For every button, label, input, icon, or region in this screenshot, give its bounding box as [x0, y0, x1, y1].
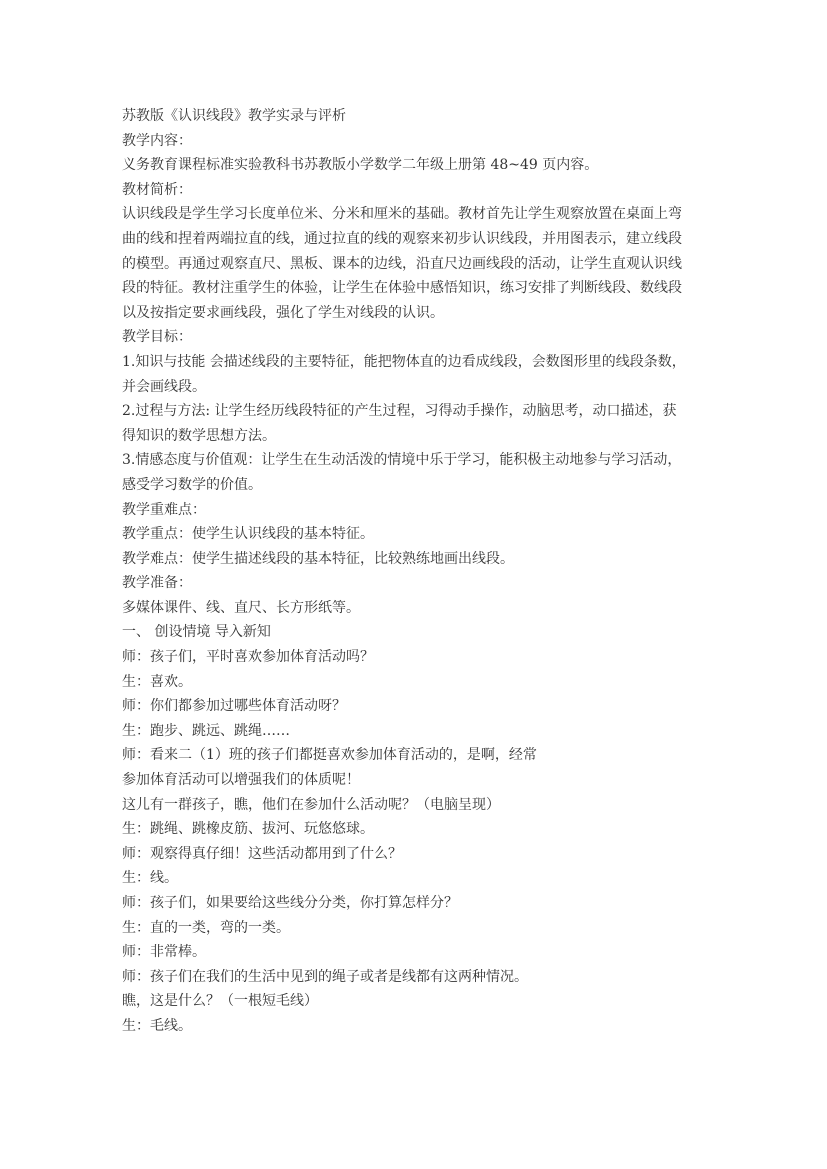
- dialogue-line: 生：毛线。: [122, 1017, 192, 1034]
- section-heading-part-one: 一、 创设情境 导入新知: [122, 624, 271, 641]
- dialogue-line: 参加体育活动可以增强我们的体质呢！: [122, 772, 360, 789]
- dialogue-line: 师：孩子们，平时喜欢参加体育活动吗？: [122, 649, 374, 666]
- dialogue-line: 生：喜欢。: [122, 673, 192, 690]
- analysis-line: 的模型。再通过观察直尺、黑板、课本的边线，沿直尺边画线段的活动，让学生直观认识线: [122, 255, 682, 272]
- goal-line: 并会画线段。: [122, 378, 206, 395]
- document-title: 苏教版《认识线段》教学实录与评析: [122, 108, 346, 124]
- dialogue-line: 生：跑步、跳远、跳绳……: [122, 722, 290, 739]
- keypoint-line: 教学重点：使学生认识线段的基本特征。: [122, 526, 374, 543]
- section-heading-content: 教学内容：: [122, 132, 192, 149]
- goal-line: 2.过程与方法: 让学生经历线段特征的产生过程，习得动手操作，动脑思考，动口描述，获: [122, 403, 677, 420]
- section-heading-preparation: 教学准备：: [122, 575, 192, 592]
- dialogue-line: 生：直的一类，弯的一类。: [122, 919, 290, 936]
- analysis-line: 段的特征。教材注重学生的体验，让学生在体验中感悟知识，练习安排了判断线段、数线段: [122, 280, 682, 297]
- dialogue-line: 师：非常棒。: [122, 944, 206, 961]
- dialogue-line: 师：看来二（1）班的孩子们都挺喜欢参加体育活动的，是啊，经常: [122, 747, 537, 764]
- goal-line: 得知识的数学思想方法。: [122, 427, 276, 444]
- section-heading-analysis: 教材简析：: [122, 181, 192, 198]
- dialogue-line: 师：孩子们，如果要给这些线分分类，你打算怎样分？: [122, 895, 458, 911]
- preparation-line: 多媒体课件、线、直尺、长方形纸等。: [122, 599, 360, 616]
- dialogue-line: 生：跳绳、跳橡皮筋、拔河、玩悠悠球。: [122, 821, 374, 838]
- dialogue-line: 生：线。: [122, 870, 178, 887]
- section-heading-keypoints: 教学重难点：: [122, 501, 206, 518]
- goal-line: 1.知识与技能 会描述线段的主要特征，能把物体直的边看成线段，会数图形里的线段条数，: [122, 353, 686, 370]
- dialogue-line: 师：观察得真仔细！这些活动都用到了什么？: [122, 845, 402, 862]
- keypoint-line: 教学难点：使学生描述线段的基本特征，比较熟练地画出线段。: [122, 550, 514, 567]
- section-heading-goals: 教学目标：: [122, 329, 192, 346]
- dialogue-line: 这儿有一群孩子，瞧，他们在参加什么活动呢？（电脑呈现）: [122, 796, 500, 813]
- analysis-line: 以及按指定要求画线段，强化了学生对线段的认识。: [122, 304, 444, 321]
- analysis-line: 认识线段是学生学习长度单位米、分米和厘米的基础。教材首先让学生观察放置在桌面上弯: [122, 206, 682, 223]
- dialogue-line: 师：你们都参加过哪些体育活动呀？: [122, 698, 346, 715]
- goal-line: 3.情感态度与价值观：让学生在生动活泼的情境中乐于学习，能积极主动地参与学习活动，: [122, 452, 682, 469]
- analysis-line: 曲的线和捏着两端拉直的线，通过拉直的线的观察来初步认识线段，并用图表示，建立线段: [122, 230, 682, 247]
- document-page: [122, 104, 714, 1039]
- dialogue-line: 瞧，这是什么？（一根短毛线）: [122, 993, 318, 1010]
- dialogue-line: 师：孩子们在我们的生活中见到的绳子或者是线都有这两种情况。: [122, 968, 528, 985]
- goal-line: 感受学习数学的价值。: [122, 476, 262, 493]
- content-text: 义务教育课程标准实验教科书苏教版小学数学二年级上册第 48~49 页内容。: [122, 157, 599, 174]
